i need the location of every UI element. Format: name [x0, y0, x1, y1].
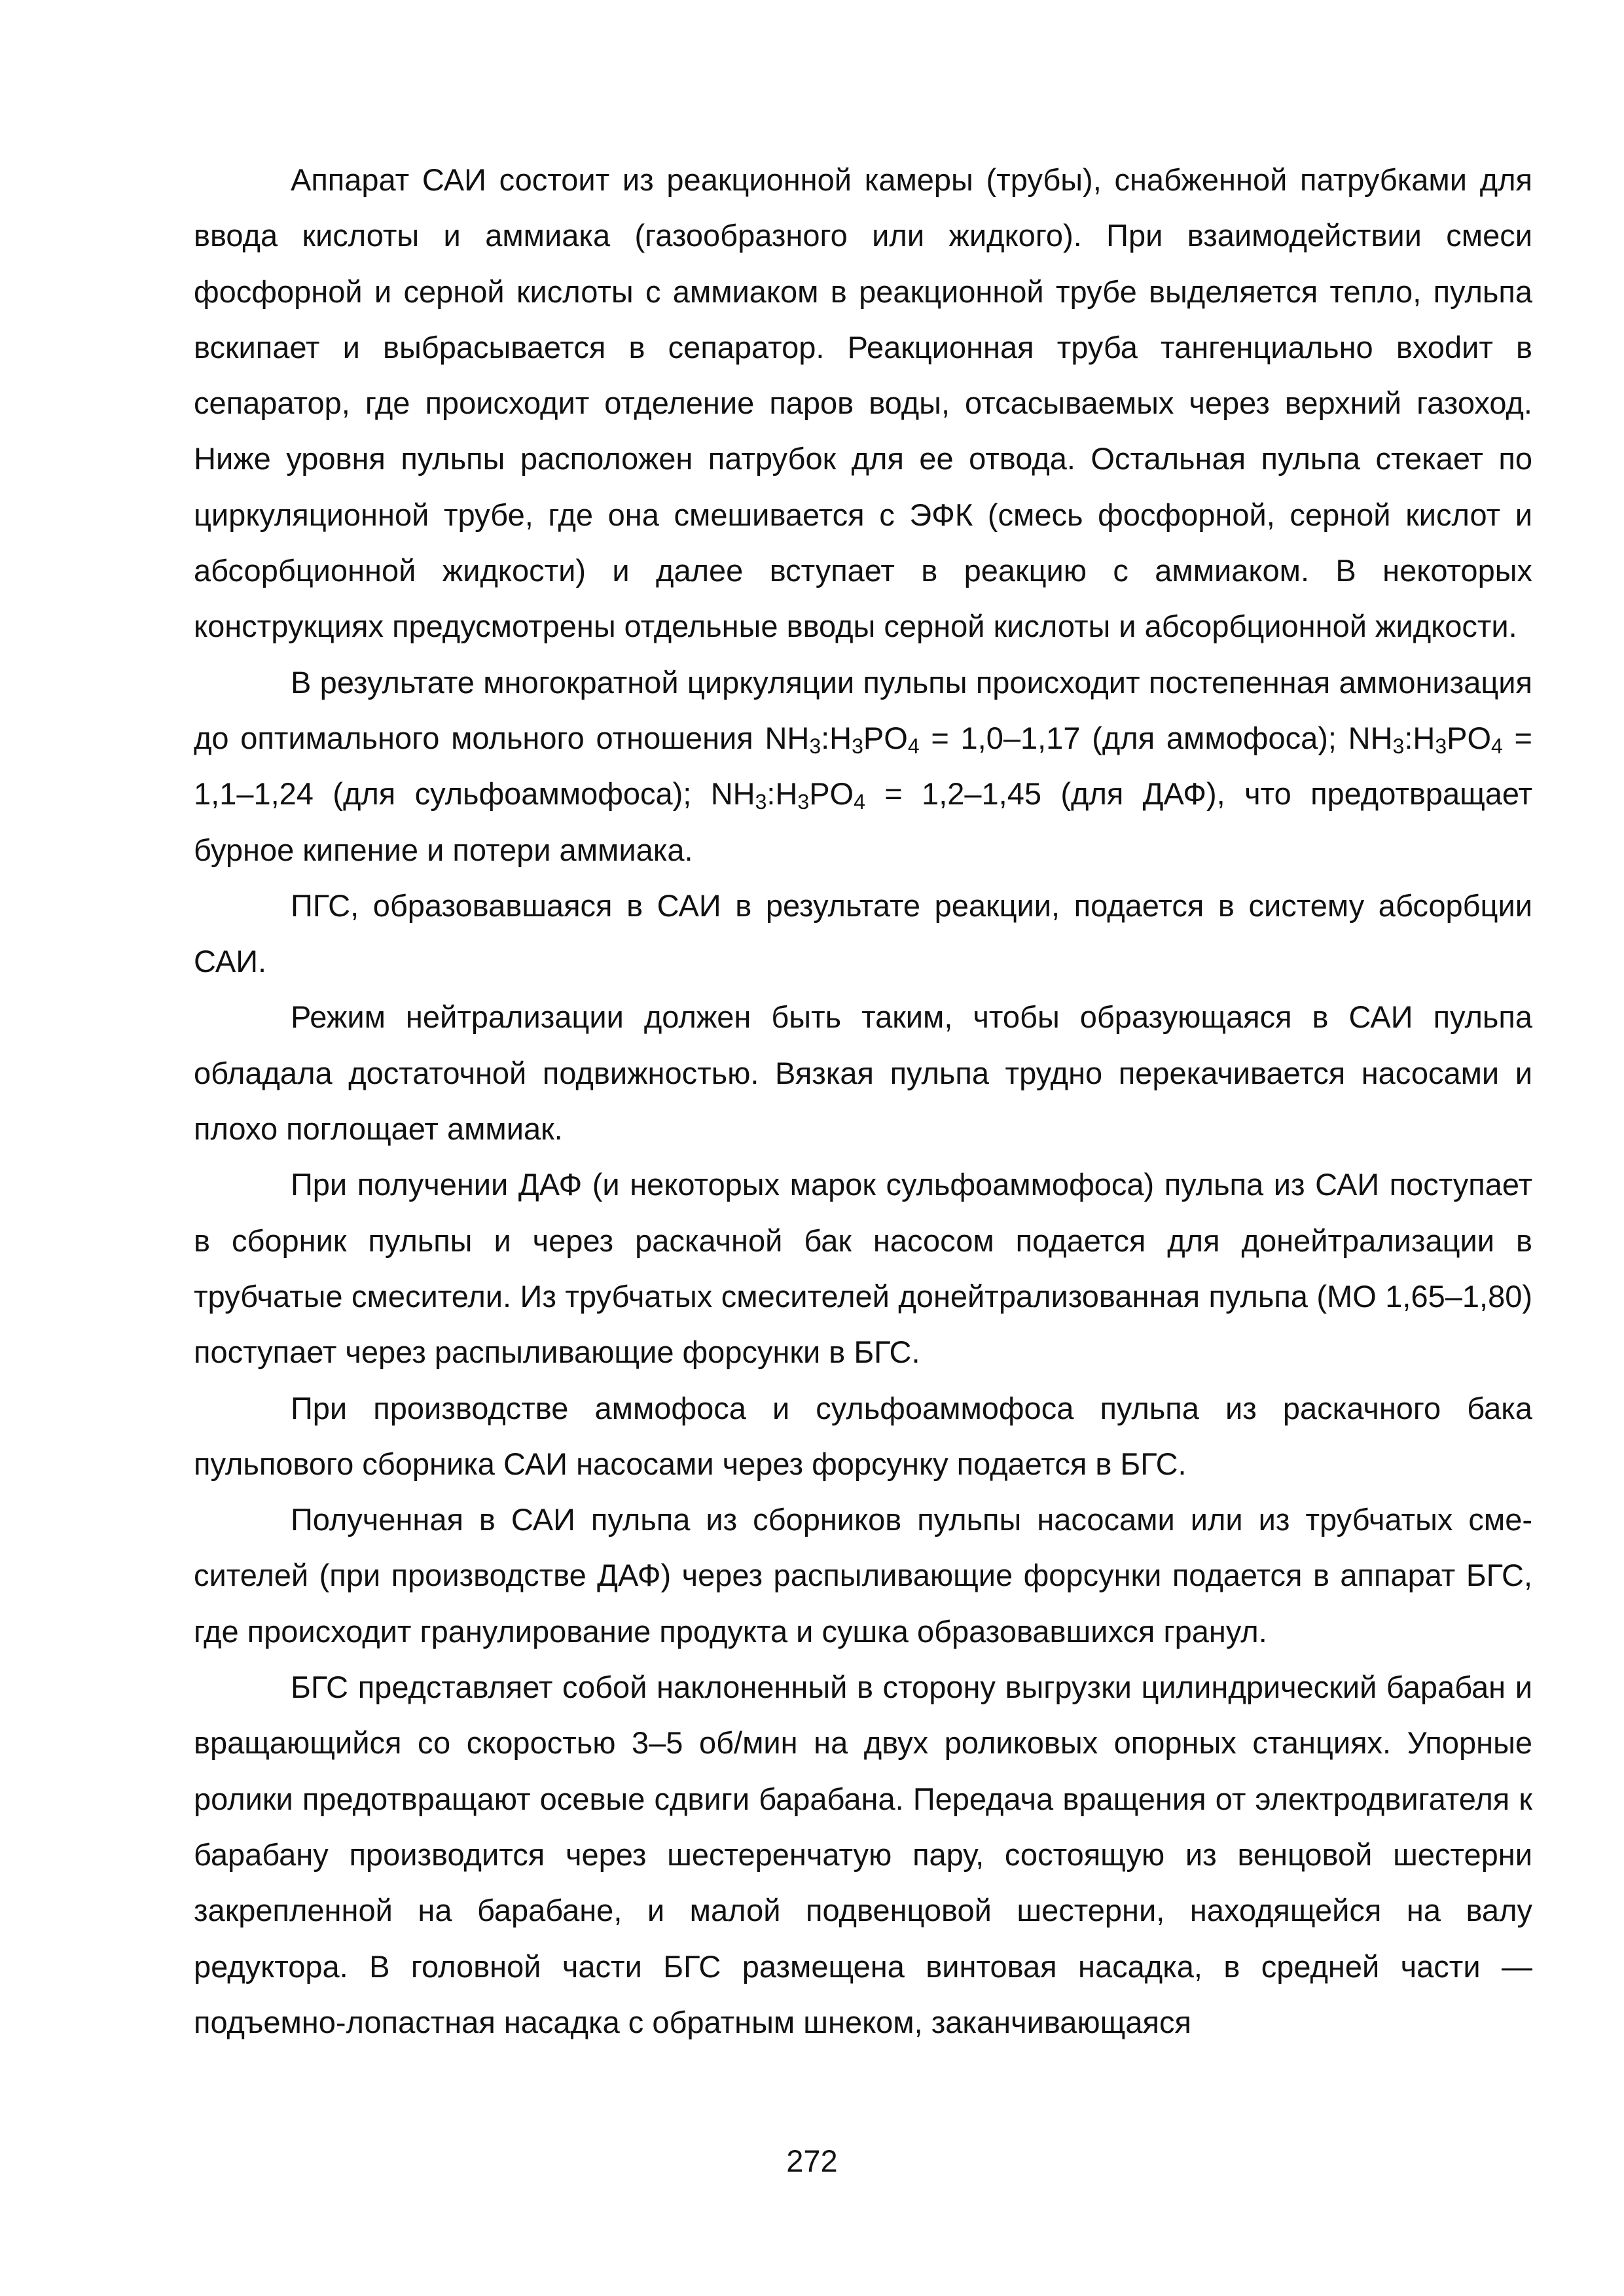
page-number: 272 [786, 2144, 838, 2178]
paragraph-daf-production: При получении ДАФ (и некоторых марок сульфоаммофоса) пульпа из САИ поступает в сборник пульпы и через раскачной бак насосом подается для донейтрализации в трубчатые смесители. Из трубчатых смесителей донейтрализованная пульпа (МО 1,65–1,80) поступает через распыливающие форсунки в БГС. [194, 1167, 1532, 1370]
body-text [194, 152, 1532, 2050]
paragraph-pgs: ПГС, образовавшаяся в САИ в результате реакции, подается в систему абсорбции САИ. [194, 888, 1532, 979]
paragraph-ammophos-production: При производстве аммофоса и сульфоаммофоса пульпа из раскачного бака пульпового сборника САИ насосами через форсунку подается в БГС. [194, 1390, 1532, 1481]
paragraph-neutralization-mode: Режим нейтрализации должен быть таким, чтобы образующаяся в САИ пульпа обладала достаточной подвижностью. Вязкая пульпа трудно перекачивается насосами и плохо поглощает аммиак. [194, 999, 1532, 1147]
paragraph-sai-apparatus: Аппарат САИ состоит из реакционной камеры (трубы), снабженной патрубками для ввода кислоты и аммиака (газообразного или жидкого). При взаимодействии смеси фосфорной и серной кислоты с аммиаком в реакционной трубе выделяется тепло, пульпа вскипает и выбрасывается в сепаратор. Реакционная труба тангенциально вхоdит в сепаратор, где происходит отделение паров воды, отсасываемых через верхний газоход. Ниже уровня пульпы расположен патрубок для ее отвода. Остальная пульпа стекает по циркуляционной трубе, где она смешивается с ЭФК (смесь фосфорной, серной кислот и абсорбционной жидкости) и далее вступает в реакцию с аммиаком. В некоторых конструкциях предусмотрены отдельные вводы серной кислоты и абсорбционной жидкости. [194, 162, 1532, 644]
paragraph-bgs-description: БГС представляет собой наклоненный в сторону выгрузки цилиндрический барабан и вращающийся со скоростью 3–5 об/мин на двух роликовых опорных станциях. Упорные ролики предотвращают осевые сдвиги барабана. Передача вращения от электродвигателя к барабану производится через шестеренчатую пару, состоящую из венцовой шестерни закрепленной на барабане, и малой подвенцовой шестерни, находящейся на валу редуктора. В головной части БГС размещена винтовая насадка, в средней части — подъемно-лопастная насадка с обратным шнеком, заканчивающаяся [194, 1670, 1532, 2039]
paragraph-granulation: Полученная в САИ пульпа из сборников пульпы насосами или из трубчатых смесителей (при производстве ДАФ) через распыливающие форсунки подается в аппарат БГС, где происходит гранулирование продукта и сушка образовавшихся гранул. [194, 1502, 1532, 1649]
paragraph-ammonization: В результате многократной циркуляции пульпы происходит постепенная аммонизация до оптимального мольного отношения $NH_3:H_3PO_4 = 1,0-1,17$ (для аммофоса); $NH_3:H_3PO_4 = 1,1-1,24$ (для сульфоаммофоса); $NH_3:H_3PO_4 = 1,2-1,45$ (для ДАФ), что предотвращает бурное кипение и потери аммиака. [194, 664, 1532, 867]
